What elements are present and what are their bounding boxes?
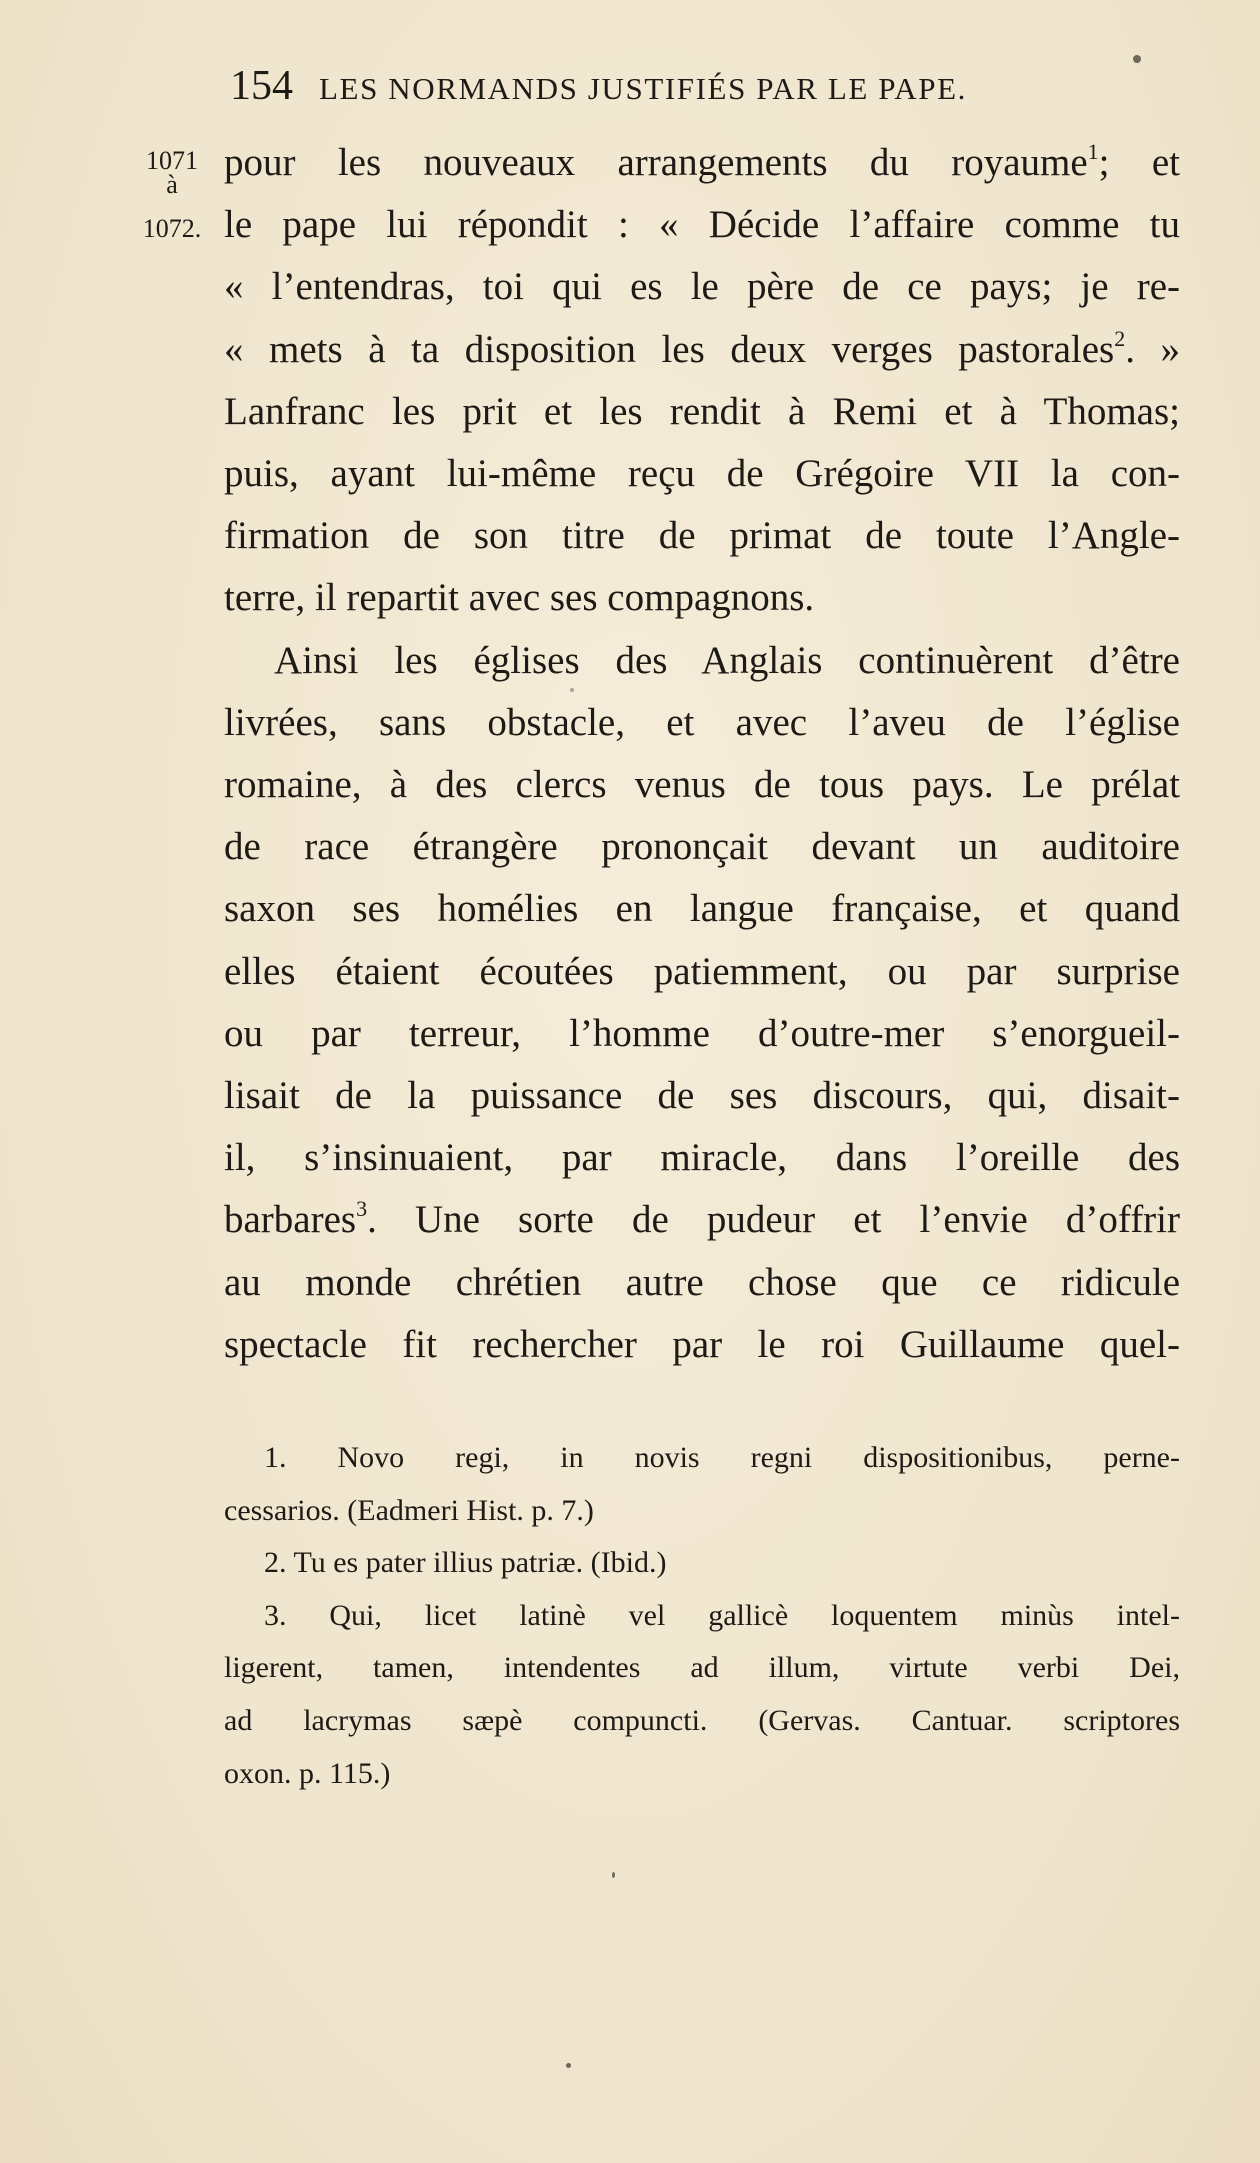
body-line: elles étaient écoutées patiemment, ou par surprise xyxy=(224,949,1180,993)
body-line: ou par terreur, l’homme d’outre-mer s’enorgueil- xyxy=(224,1011,1180,1055)
margin-date-separator: à xyxy=(166,170,178,199)
paper-speck xyxy=(1133,55,1141,63)
footnote-line: 1. Novo regi, in novis regni dispositionibus, perne- xyxy=(264,1441,1180,1474)
body-line: Ainsi les églises des Anglais continuèrent d’être xyxy=(274,638,1180,682)
body-line: « mets à ta disposition les deux verges pastorales$^2$. » xyxy=(224,325,1180,371)
footnote-ref: 3 xyxy=(356,1196,368,1222)
body-line: le pape lui répondit : « Décide l’affaire comme tu xyxy=(224,203,1180,247)
body-line: barbares$^3$. Une sorte de pudeur et l’envie d’offrir xyxy=(224,1196,1180,1242)
body-line: au monde chrétien autre chose que ce ridicule xyxy=(224,1260,1180,1304)
footnote-line: 3. Qui, licet latinè vel gallicè loquentem minùs intel- xyxy=(264,1598,1180,1632)
footnote-ref: 2 xyxy=(1114,325,1126,351)
running-head xyxy=(230,62,1150,110)
margin-date-end: 1072. xyxy=(142,214,202,243)
paper-speck xyxy=(612,1872,615,1878)
body-line: saxon ses homélies en langue française, et quand xyxy=(224,887,1180,931)
body-line: pour les nouveaux arrangements du royaume$^1$; et xyxy=(224,139,1180,184)
body-line: spectacle fit rechercher par le roi Guillaume quel- xyxy=(224,1322,1180,1366)
page-number: 154 xyxy=(230,63,293,109)
body-line: il, s’insinuaient, par miracle, dans l’oreille des xyxy=(224,1136,1180,1180)
body-line: « l’entendras, toi qui es le père de ce pays; je re- xyxy=(224,265,1180,309)
body-line: lisait de la puissance de ses discours, qui, disait- xyxy=(224,1074,1180,1118)
body-line: romaine, à des clercs venus de tous pays. Le prélat xyxy=(224,763,1180,807)
margin-date-start: 1071 xyxy=(146,146,198,175)
body-line: terre, il repartit avec ses compagnons. xyxy=(224,576,815,620)
footnote-line: oxon. p. 115.) xyxy=(224,1756,391,1790)
body-line: firmation de son titre de primat de toute l’Angle- xyxy=(224,514,1180,558)
footnotes xyxy=(224,1432,1180,1800)
body-text xyxy=(224,132,1180,1376)
body-line: de race étrangère prononçait devant un auditoire xyxy=(224,825,1180,869)
paper-speck xyxy=(570,688,574,692)
footnote-line: ligerent, tamen, intendentes ad illum, virtute verbi Dei, xyxy=(224,1651,1180,1685)
body-line: livrées, sans obstacle, et avec l’aveu de l’église xyxy=(224,700,1180,744)
running-title: LES NORMANDS JUSTIFIÉS PAR LE PAPE. xyxy=(319,71,968,106)
footnote-line: cessarios. (Eadmeri Hist. p. 7.) xyxy=(224,1493,594,1527)
body-line: Lanfranc les prit et les rendit à Remi et à Thomas; xyxy=(224,389,1180,433)
footnote-line: 2. Tu es pater illius patriæ. (Ibid.) xyxy=(264,1546,667,1580)
footnote-line: ad lacrymas sæpè compuncti. (Gervas. Cantuar. scriptores xyxy=(224,1703,1180,1737)
body-line: puis, ayant lui-même reçu de Grégoire VII la con- xyxy=(224,452,1180,496)
footnote-ref: 1 xyxy=(1087,139,1099,164)
paper-speck xyxy=(566,2063,571,2068)
